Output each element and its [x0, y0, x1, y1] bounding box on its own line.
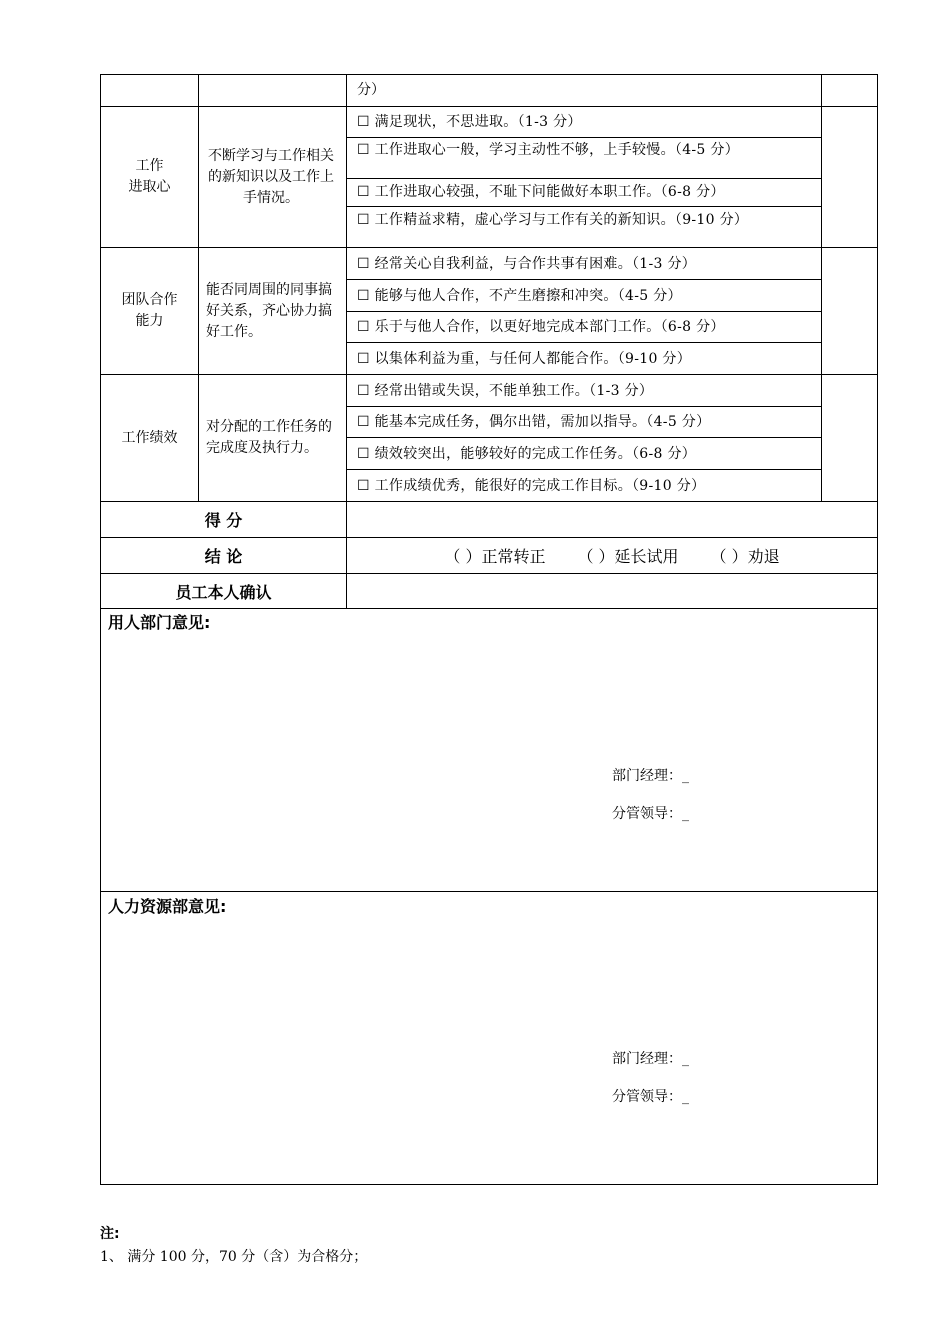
option-checkbox[interactable]: ☐ 能够与他人合作，不产生磨擦和冲突。（4-5 分）: [357, 288, 682, 304]
option-checkbox[interactable]: ☐ 工作精益求精，虚心学习与工作有关的新知识。（9-10 分）: [357, 212, 749, 228]
option-checkbox[interactable]: ☐ 工作进取心一般，学习主动性不够，上手较慢。（4-5 分）: [357, 142, 739, 158]
employee-confirm-field[interactable]: [347, 574, 877, 608]
notes-title: 注:: [100, 1226, 120, 1242]
option-checkbox[interactable]: ☐ 以集体利益为重，与任何人都能合作。（9-10 分）: [357, 351, 692, 367]
option-checkbox[interactable]: ☐ 工作成绩优秀，能很好的完成工作目标。（9-10 分）: [357, 478, 706, 494]
option-checkbox[interactable]: ☐ 工作进取心较强，不耻下问能做好本职工作。（6-8 分）: [357, 184, 725, 200]
employee-confirm-label: 员工本人确认: [175, 582, 272, 602]
score-label: 得 分: [204, 511, 243, 530]
conclusion-option-dismiss[interactable]: （ ）劝退: [710, 547, 780, 566]
option-checkbox[interactable]: ☐ 经常出错或失误，不能单独工作。（1-3 分）: [357, 383, 654, 399]
option-checkbox[interactable]: ☐ 能基本完成任务，偶尔出错，需加以指导。（4-5 分）: [357, 414, 711, 430]
option-checkbox[interactable]: ☐ 经常关心自我利益，与合作共事有困难。（1-3 分）: [357, 256, 697, 272]
note-item: 1、 满分 100 分，70 分（含）为合格分；: [100, 1249, 368, 1265]
criterion-name-teamwork: 团队合作 能力: [121, 292, 178, 329]
option-checkbox[interactable]: ☐ 满足现状，不思进取。（1-3 分）: [357, 114, 582, 130]
dept-leader-signature[interactable]: 分管领导：_: [612, 806, 689, 822]
conclusion-label: 结 论: [204, 547, 243, 566]
hr-leader-signature[interactable]: 分管领导：_: [612, 1089, 689, 1105]
conclusion-option-regularize[interactable]: （ ）正常转正: [444, 547, 546, 566]
criterion-description-initiative: 不断学习与工作相关的新知识以及工作上手情况。: [208, 147, 334, 206]
hr-manager-signature[interactable]: 部门经理：_: [612, 1051, 689, 1067]
continued-option-text: 分）: [357, 82, 385, 98]
option-checkbox[interactable]: ☐ 绩效较突出，能够较好的完成工作任务。（6-8 分）: [357, 446, 697, 462]
option-checkbox[interactable]: ☐ 乐于与他人合作，以更好地完成本部门工作。（6-8 分）: [357, 319, 725, 335]
conclusion-option-extend-probation[interactable]: （ ）延长试用: [577, 547, 679, 566]
criterion-description-performance: 对分配的工作任务的完成度及执行力。: [206, 419, 332, 456]
conclusion-options: [347, 538, 877, 573]
dept-opinion-title: 用人部门意见:: [108, 613, 211, 632]
hr-opinion-title: 人力资源部意见:: [108, 897, 227, 916]
score-field[interactable]: [347, 502, 877, 537]
criterion-description-teamwork: 能否同周围的同事搞好关系，齐心协力搞好工作。: [206, 281, 332, 340]
criterion-name-initiative: 工作 进取心: [128, 158, 171, 195]
criterion-name-performance: 工作绩效: [121, 429, 178, 446]
dept-manager-signature[interactable]: 部门经理：_: [612, 768, 689, 784]
